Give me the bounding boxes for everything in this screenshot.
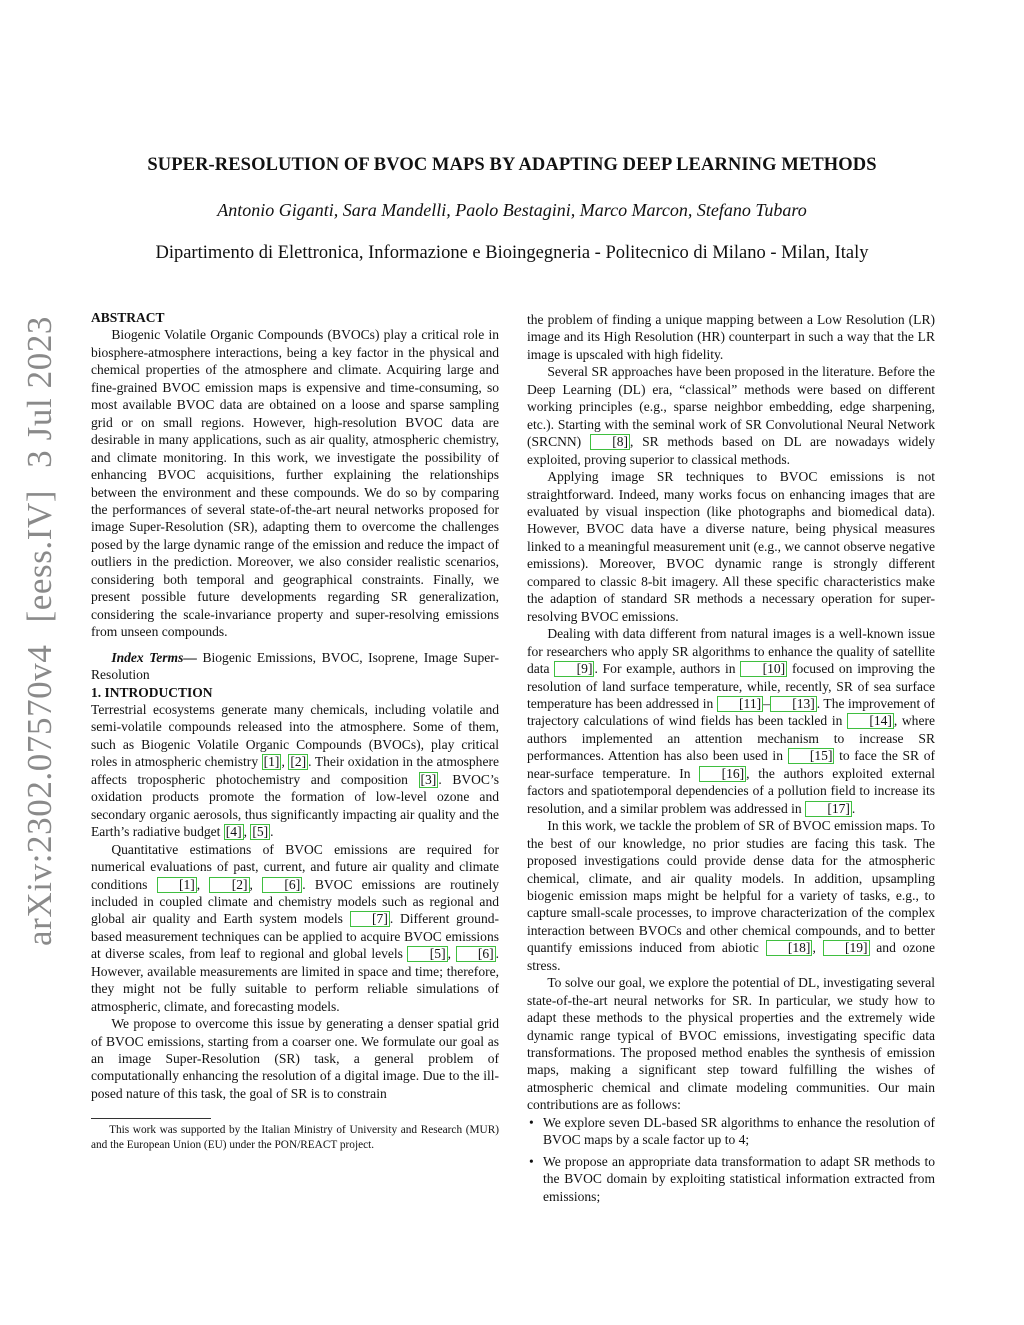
- intro-paragraph-6: Applying image SR techniques to BVOC emissions is not straightforward. Indeed, many works focus on enhancing images that are evaluated by visual inspection (like photographs and biomedical data). However, BVOC data have a diverse nature, being physical measures linked to a meaningful measurement unit (e.g., we cannot observe negative emissions). Moreover, BVOC dynamic range is strongly different compared to classic 8-bit imagery. All these specific characteristics make the adaption of standard SR methods a necessary operation for super-resolving BVOC emissions.: [527, 469, 935, 624]
- index-terms-text: Biogenic Emissions, BVOC, Isoprene, Image Super-Resolution: [91, 649, 499, 683]
- citation-link[interactable]: [17]: [805, 801, 852, 817]
- intro-paragraph-9: To solve our goal, we explore the potential of DL, investigating several state-of-the-art neural networks for SR. In particular, we study how to adapt these methods to the physical properties and the extremely wide dynamic range typical of BVOC emissions, investigating specific data transformations. The proposed method enables the synthesis of emission maps, making a significant step toward fulfilling the wishes of atmospheric chemical and climate modeling communities. Our main contributions are as follows:: [527, 975, 935, 1113]
- intro-paragraph-7: Dealing with data different from natural images is a well-known issue for researchers who apply SR algorithms to enhance the quality of satellite data [9] . For example, authors in [10] focused on improving the resolution of land surface temperature, while, recently, SR of sea surface temperature has been addressed in [11] – [13] . The improvement of trajectory calculations of wind fields has been tackled in [14] , where authors implemented an attention mechanism to increase SR performances. Attention has also been used in [15] to face the SR of near-surface temperature. In [16] , the authors exploited external factors and spatiotemporal dependencies of a pollution field to increase its resolution, and a similar problem was addressed in [17] .: [527, 626, 935, 816]
- contribution-item: • We propose an appropriate data transformation to adapt SR methods to the BVOC domain by exploiting statistical information extracted from emissions;: [527, 1153, 935, 1205]
- right-column: [527, 311, 935, 1209]
- intro-paragraph-1: Terrestrial ecosystems generate many chemicals, including volatile and semi-volatile compounds released into the atmosphere. Some of them, such as Biogenic Volatile Organic Compounds (BVOCs), play critical roles in atmospheric chemistry [1] , [2] . Their oxidation in the atmosphere affects tropospheric photochemistry and composition [3] . BVOC’s oxidation products promote the formation of low-level ozone and secondary organic aerosols, thus significantly impacting air quality and the Earth’s radiative budget [4] , [5] .: [91, 701, 499, 840]
- footnote: This work was supported by the Italian Ministry of University and Research (MUR) and the European Union (EU) under the PON/REACT project.: [91, 1124, 499, 1151]
- intro-paragraph-4: the problem of finding a unique mapping between a Low Resolution (LR) image and its High Resolution (HR) counterpart in such a way that the LR image is upscaled with high fidelity.: [527, 312, 935, 362]
- intro-paragraph-5: Several SR approaches have been proposed in the literature. Before the Deep Learning (DL) era, “classical” methods were based on different working principles (e.g., sparse neighbor embedding, edge sharpening, etc.). Starting with the seminal work of SR Convolutional Neural Network (SRCNN) [8] , SR methods based on DL are nowadays widely exploited, proving superior to classical methods.: [527, 364, 935, 467]
- citation-link[interactable]: [5]: [252, 824, 269, 840]
- citation-link[interactable]: [18]: [766, 940, 813, 956]
- citation-link[interactable]: [2]: [290, 754, 307, 770]
- citation-link[interactable]: [7]: [350, 911, 390, 927]
- citation-link[interactable]: [3]: [420, 771, 437, 787]
- paper-title: SUPER-RESOLUTION OF BVOC MAPS BY ADAPTING DEEP LEARNING METHODS: [147, 155, 877, 175]
- arxiv-id: arXiv:2302.07570v4: [20, 644, 59, 946]
- intro-heading: 1. INTRODUCTION: [91, 684, 213, 700]
- citation-link[interactable]: [13]: [770, 696, 817, 712]
- paper-affiliation: Dipartimento di Elettronica, Informazione e Bioingegneria - Politecnico di Milano - Milan, Italy: [155, 243, 869, 263]
- citation-link[interactable]: [10]: [740, 661, 787, 677]
- citation-link[interactable]: [9]: [554, 661, 594, 677]
- intro-paragraph-3: We propose to overcome this issue by generating a denser spatial grid of BVOC emissions, starting from a coarser one. We formulate our goal as an image Super-Resolution (SR) task, a general problem of computationally enhancing the resolution of a digital image. Due to the ill-posed nature of this task, the goal of SR is to constrain: [91, 1016, 499, 1101]
- citation-link[interactable]: [4]: [225, 824, 242, 840]
- intro-paragraph-2: Quantitative estimations of BVOC emissions are required for numerical evaluations of past, current, and future air quality and climate conditions [1] , [2] , [6] . BVOC emissions are routinely included in coupled climate and chemistry models such as regional and global air quality and Earth system models [7] . Different ground-based measurement techniques can be applied to acquire BVOC emissions at diverse scales, from leaf to regional and global levels [5] , [6] . However, available measurements are limited in space and time; therefore, they might not be fully suitable to perform reliable simulations of atmospheric, climate, and forecasting models.: [91, 841, 500, 1014]
- index-terms-label: Index Terms—: [111, 649, 197, 665]
- abstract-heading: ABSTRACT: [91, 310, 165, 325]
- citation-link[interactable]: [8]: [590, 434, 630, 450]
- citation-link[interactable]: [5]: [407, 946, 447, 962]
- citation-link[interactable]: [15]: [788, 748, 835, 764]
- citation-link[interactable]: [16]: [699, 766, 746, 782]
- citation-link[interactable]: [2]: [209, 877, 249, 893]
- left-column: [91, 309, 499, 1152]
- citation-link[interactable]: [14]: [847, 713, 894, 729]
- arxiv-category: [eess.IV]: [20, 489, 59, 623]
- arxiv-date: 3 Jul 2023: [20, 315, 59, 468]
- arxiv-stamp: [18, 315, 62, 946]
- citation-link[interactable]: [1]: [263, 754, 280, 770]
- footnote-rule: [91, 1118, 211, 1119]
- citation-link[interactable]: [19]: [823, 940, 870, 956]
- citation-link[interactable]: [6]: [262, 877, 302, 893]
- paper-authors: Antonio Giganti, Sara Mandelli, Paolo Bestagini, Marco Marcon, Stefano Tubaro: [217, 200, 807, 220]
- citation-link[interactable]: [1]: [157, 877, 197, 893]
- contributions-list: [527, 1114, 935, 1205]
- index-terms: [91, 649, 499, 684]
- abstract-text: Biogenic Volatile Organic Compounds (BVOCs) play a critical role in biosphere-atmosphere interactions, being a key factor in the physical and chemical properties of the atmosphere and climate. Acquiring large and fine-grained BVOC emission maps is expensive and time-consuming, so most available BVOC data are obtained on a loose and sparse sampling grid or on small regions. However, high-resolution BVOC data are desirable in many applications, such as air quality, atmospheric chemistry, and climate monitoring. In this work, we investigate the possibility of enhancing BVOC acquisitions, further explaining the relationships between the environment and these compounds. We do so by comparing the performances of several state-of-the-art neural networks proposed for image Super-Resolution (SR), adapting them to overcome the challenges posed by the large dynamic range of the emission and reduce the impact of outliers in the prediction. Moreover, we also consider realistic scenarios, considering both temporal and geographical constraints. Finally, we present possible future developments regarding SR generalization, considering the scale-invariance property and super-resolving emissions from unseen compounds.: [91, 327, 499, 640]
- citation-link[interactable]: [11]: [717, 696, 763, 712]
- citation-link[interactable]: [6]: [456, 946, 496, 962]
- contribution-item: • We explore seven DL-based SR algorithms to enhance the resolution of BVOC maps by a scale factor up to 4;: [527, 1114, 935, 1149]
- intro-paragraph-8: In this work, we tackle the problem of SR of BVOC emission maps. To the best of our knowledge, no prior studies are facing this task. The proposed investigations could provide dense data for the atmospheric chemical, climate, and air quality models. In addition, upsampling biogenic emission maps might be helpful for a variety of tasks, e.g., to capture small-scale processes, to improve characterization of the complex interaction between BVOCs and other chemical compounds, and to better quantify emissions induced from abiotic [18] , [19] and ozone stress.: [527, 818, 935, 973]
